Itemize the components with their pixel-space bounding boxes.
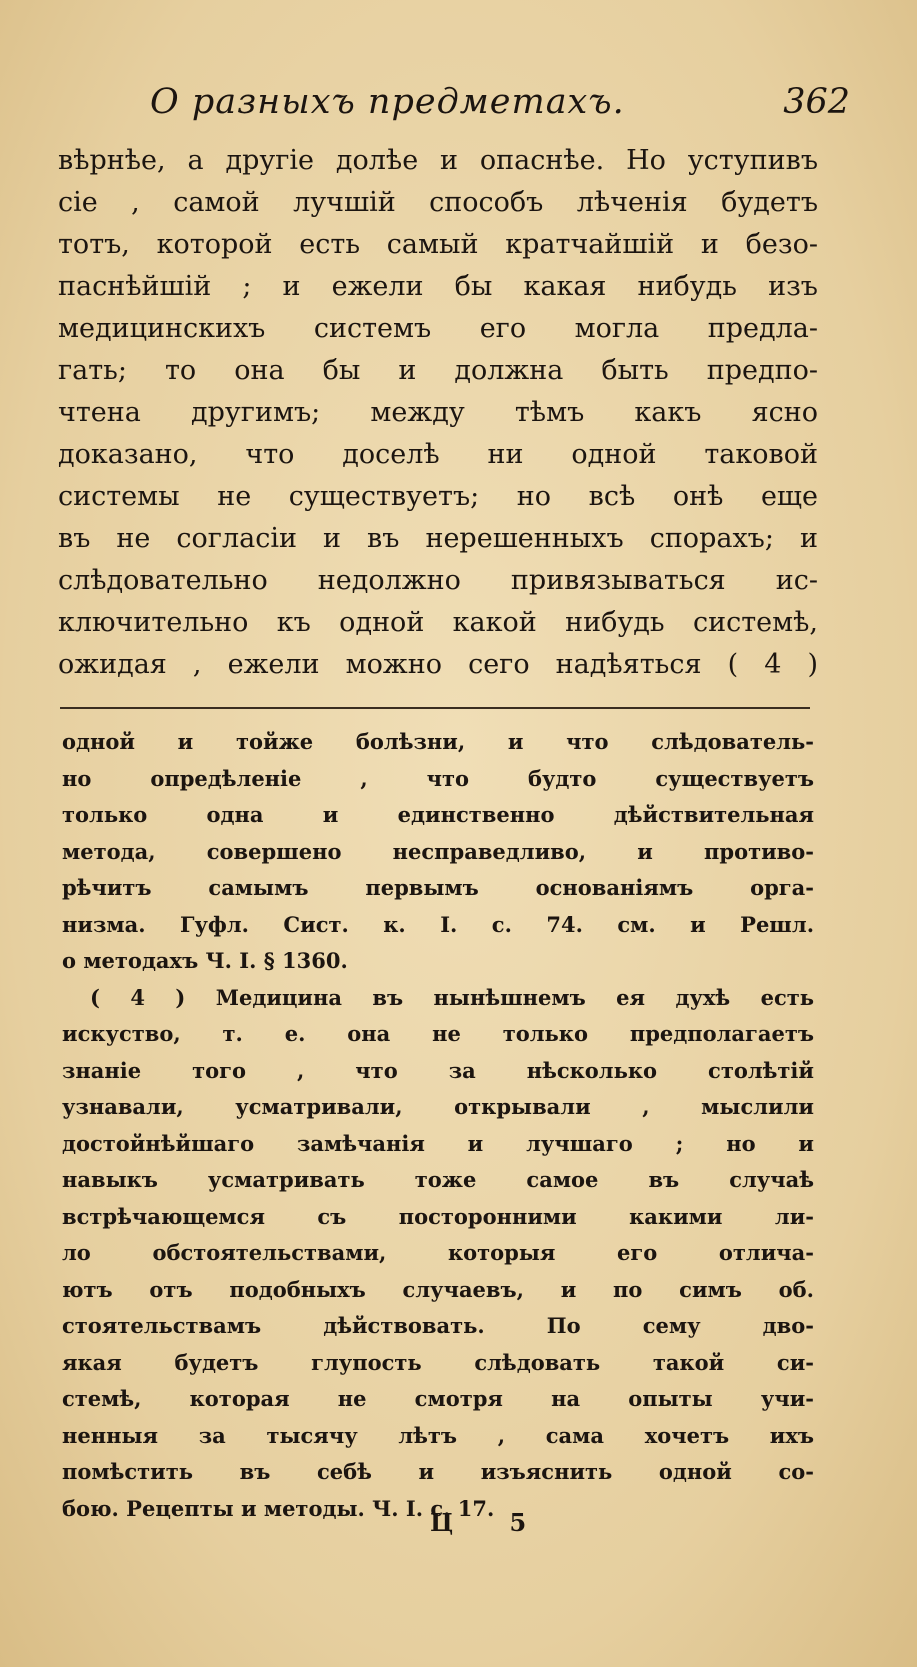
footnote-line: знаніе того , что за нѣсколько столѣтій xyxy=(62,1057,814,1083)
footnote-line: одной и тойже болѣзни, и что слѣдователь- xyxy=(62,729,814,754)
text-line: въ не согласіи и въ нерешенныхъ спорахъ; и xyxy=(58,523,818,554)
text-line: слѣдовательно недолжно привязываться ис- xyxy=(58,565,818,596)
footnote-line: только одна и единственно дѣйствительная xyxy=(62,802,814,827)
footnote-line: навыкъ усматривать тоже самое въ случаѣ xyxy=(62,1167,814,1192)
footnote-line: но опредѣленіе , что будто существуетъ xyxy=(62,765,814,791)
page-number: 362 xyxy=(783,82,850,122)
footnote-line: искуство, т. е. она не только предполагаетъ xyxy=(62,1021,814,1046)
text-line: гать; то она бы и должна быть предпо- xyxy=(58,355,818,386)
text-line: ключительно къ одной какой нибудь системѣ, xyxy=(58,607,818,638)
footnote-line: стемѣ, которая не смотря на опыты учи- xyxy=(62,1386,814,1411)
footnote-separator-rule xyxy=(60,707,810,709)
page-header xyxy=(150,82,850,122)
footnote-line: стоятельствамъ дѣйствовать. По сему дво- xyxy=(62,1313,814,1338)
footnote-line: низма. Гуфл. Сист. к. I. с. 74. см. и Решл. xyxy=(62,911,814,937)
footnote-line: ( 4 ) Медицина въ нынѣшнемъ ея духѣ есть xyxy=(90,984,814,1010)
footnote-line: якая будетъ глупость слѣдовать такой си- xyxy=(62,1349,814,1375)
text-line: системы не существуетъ; но всѣ онѣ еще xyxy=(58,481,818,512)
footnote-line: ютъ отъ подобныхъ случаевъ, и по симъ об. xyxy=(62,1276,814,1302)
footnotes-block xyxy=(62,724,814,1527)
text-line: паснѣйшій ; и ежели бы какая нибудь изъ xyxy=(58,271,818,302)
text-line: сіе , самой лучшій способъ лѣченія будетъ xyxy=(58,187,818,218)
footnote-line: достойнѣйшаго замѣчанія и лучшаго ; но и xyxy=(62,1130,814,1156)
text-line: ожидая , ежели можно сего надѣяться ( 4 ) xyxy=(58,649,818,680)
footnote-line: помѣстить въ себѣ и изъяснить одной со- xyxy=(62,1459,814,1484)
text-line: тотъ, которой есть самый кратчайшій и безо- xyxy=(58,229,818,260)
signature-mark: Ц 5 xyxy=(430,1508,551,1537)
footnote-line: встрѣчающемся съ посторонними какими ли- xyxy=(62,1203,814,1229)
text-line: медицинскихъ системъ его могла предла- xyxy=(58,313,818,344)
text-line: доказано, что доселѣ ни одной таковой xyxy=(58,439,818,470)
footnote-line: ло обстоятельствами, которыя его отлича- xyxy=(62,1240,814,1265)
footnote-line: рѣчитъ самымъ первымъ основаніямъ орга- xyxy=(62,875,814,900)
footnote-line: ненныя за тысячу лѣтъ , сама хочетъ ихъ xyxy=(62,1422,814,1448)
text-line: чтена другимъ; между тѣмъ какъ ясно xyxy=(58,397,818,428)
running-title: О разныхъ предметахъ. xyxy=(150,82,625,122)
footnote-line: о методахъ Ч. I. § 1360. xyxy=(62,948,348,973)
main-text-block xyxy=(58,140,818,686)
footnote-line: узнавали, усматривали, открывали , мыслили xyxy=(62,1094,814,1119)
text-line: вѣрнѣе, а другіе долѣе и опаснѣе. Но уступивъ xyxy=(58,145,818,176)
footnote-line: метода, совершено несправедливо, и противо- xyxy=(62,838,814,864)
footnote-line: бою. Рецепты и методы. Ч. I. с. 17. xyxy=(62,1495,495,1521)
